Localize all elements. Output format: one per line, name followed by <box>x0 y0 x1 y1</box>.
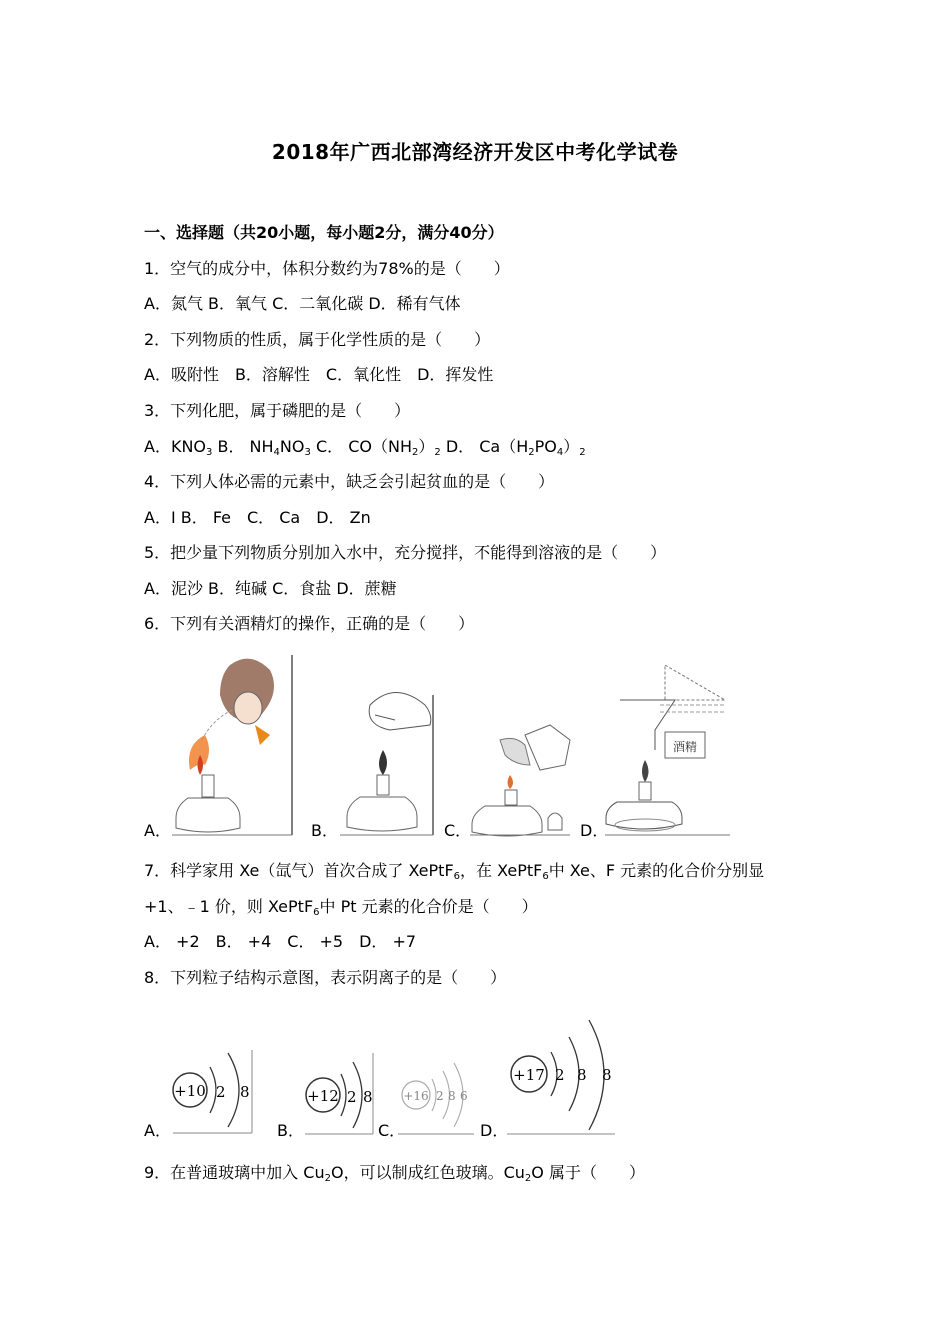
alcohol-bottle-label: 酒精 <box>673 740 698 754</box>
question-3-stem: 3．下列化肥，属于磷肥的是（ ） <box>144 401 411 420</box>
question-2-options: A．吸附性 B．溶解性 C．氧化性 D．挥发性 <box>144 365 494 384</box>
question-4-options: A．I B． Fe C． Ca D． Zn <box>144 508 371 527</box>
q6-label-b: B． <box>311 821 338 840</box>
question-7-line-1: 7．科学家用 Xe（氙气）首次合成了 XePtF$_6$，在 XePtF$_6$中 Xe、F 元素的化合价分别显 <box>144 861 765 882</box>
question-6-stem: 6．下列有关酒精灯的操作，正确的是（ ） <box>144 614 475 633</box>
exam-title: 2018年广西北部湾经济开发区中考化学试卷 <box>271 140 679 164</box>
question-1-options: A．氮气 B．氧气 C．二氧化碳 D．稀有气体 <box>144 294 461 313</box>
section-heading: 一、选择题（共20小题，每小题2分，满分40分） <box>144 223 504 242</box>
question-4-stem: 4．下列人体必需的元素中，缺乏会引起贫血的是（ ） <box>144 472 555 491</box>
q6-label-a: A． <box>144 821 171 840</box>
question-7-line-2: +1、﹣1 价，则 XePtF$_6$中 Pt 元素的化合价是（ ） <box>144 897 538 918</box>
atom-b-shell-2: 8 <box>363 1088 373 1106</box>
figure-lighting-lamp <box>335 685 445 840</box>
atom-c-nucleus: +16 <box>403 1089 429 1103</box>
atom-a-nucleus: +10 <box>174 1082 206 1100</box>
atom-a-shell-2: 8 <box>240 1083 250 1101</box>
atom-d-shell-2: 8 <box>577 1066 587 1084</box>
atom-d-shell-3: 8 <box>602 1066 612 1084</box>
figure-blowing-out-lamp <box>160 650 300 840</box>
atom-c-shell-2: 8 <box>448 1089 456 1103</box>
atom-c-shell-1: 2 <box>436 1089 444 1103</box>
atom-d-shell-1: 2 <box>555 1066 565 1084</box>
atom-c-shell-3: 6 <box>460 1089 468 1103</box>
q8-label-d: D． <box>480 1121 509 1140</box>
atom-b-nucleus: +12 <box>307 1087 339 1105</box>
question-5-options: A．泥沙 B．纯碱 C．食盐 D．蔗糖 <box>144 579 397 598</box>
question-2-stem: 2．下列物质的性质，属于化学性质的是（ ） <box>144 330 491 349</box>
atom-b-shell-1: 2 <box>347 1088 357 1106</box>
question-3-options: A．$KNO_3$ B． $NH_4NO_3$ C． $CO(NH_2)_2$ D． $Ca(H_2PO_4)_2$ <box>144 437 586 458</box>
atom-a-shell-1: 2 <box>216 1083 226 1101</box>
q8-label-c: C． <box>378 1121 406 1140</box>
question-5-stem: 5．把少量下列物质分别加入水中，充分搅拌，不能得到溶液的是（ ） <box>144 543 667 562</box>
q8-label-a: A． <box>144 1121 171 1140</box>
atom-diagram-c <box>396 1055 476 1140</box>
question-9-stem: 9．在普通玻璃中加入 $Cu_2O$，可以制成红色玻璃。$Cu_2O$ 属于（ ） <box>144 1163 645 1184</box>
q8-label-b: B． <box>277 1121 304 1140</box>
figure-lamp-to-lamp <box>470 720 580 840</box>
question-8-stem: 8．下列粒子结构示意图，表示阴离子的是（ ） <box>144 968 507 987</box>
atom-diagram-b <box>303 1050 378 1140</box>
atom-diagram-d <box>505 1012 620 1140</box>
q6-label-c: C． <box>444 821 472 840</box>
q6-label-d: D． <box>580 821 609 840</box>
atom-d-nucleus: +17 <box>513 1066 545 1084</box>
question-1-stem: 1．空气的成分中，体积分数约为78%的是（ ） <box>144 259 510 278</box>
figure-adding-alcohol <box>605 660 735 840</box>
atom-diagram-a <box>170 1045 260 1140</box>
question-7-options: A． +2 B． +4 C． +5 D． +7 <box>144 932 417 951</box>
